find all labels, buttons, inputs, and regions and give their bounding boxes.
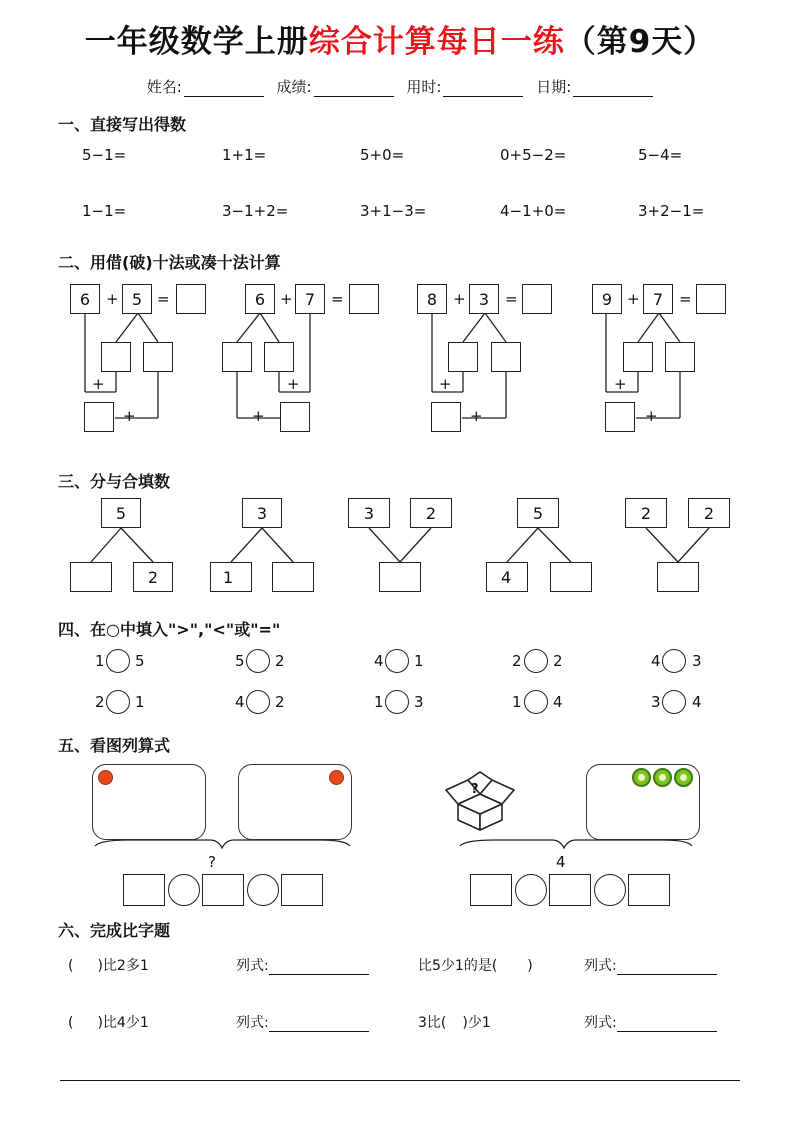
problem[interactable]: 1−1= [82, 202, 127, 220]
kiwi-icon [653, 768, 672, 787]
plus-sign: + [92, 375, 105, 393]
addend-box: 7 [643, 284, 673, 314]
plus-sign: + [627, 290, 640, 308]
compare-left: 3 [651, 693, 661, 711]
compare-left: 5 [235, 652, 245, 670]
compare-circle[interactable] [662, 649, 686, 673]
problem[interactable]: 5+0= [360, 146, 405, 164]
part-box: 1 [210, 562, 252, 592]
total-label: ? [208, 853, 216, 871]
addend-box: 3 [469, 284, 499, 314]
part-box[interactable] [70, 562, 112, 592]
problem[interactable]: 4−1+0= [500, 202, 567, 220]
title-part-1: 一年级数学上册 [84, 24, 309, 60]
operator-circle[interactable] [247, 874, 279, 906]
equation-box[interactable] [123, 874, 165, 906]
step-box[interactable] [84, 402, 114, 432]
compare-right: 2 [553, 652, 563, 670]
answer-box[interactable] [176, 284, 206, 314]
word-problem: 比5少1的是( ) [418, 958, 533, 974]
operator-circle[interactable] [594, 874, 626, 906]
addend-box: 6 [70, 284, 100, 314]
equals-sign: = [679, 290, 692, 308]
problem[interactable]: 5−1= [82, 146, 127, 164]
section-6-heading: 六、完成比字题 [58, 921, 171, 940]
plus-sign: + [280, 290, 293, 308]
split-box[interactable] [448, 342, 478, 372]
split-box[interactable] [143, 342, 173, 372]
equation-box[interactable] [549, 874, 591, 906]
box-question-mark: ? [471, 782, 479, 797]
operator-circle[interactable] [168, 874, 200, 906]
score-label: 成绩: [276, 78, 312, 96]
compare-right: 3 [692, 652, 702, 670]
addend-box: 5 [122, 284, 152, 314]
addend-box: 6 [245, 284, 275, 314]
equals-sign: = [331, 290, 344, 308]
answer-box[interactable] [696, 284, 726, 314]
part-box: 2 [688, 498, 730, 528]
problem[interactable]: 1+1= [222, 146, 267, 164]
whole-box: 5 [517, 498, 559, 528]
step-box[interactable] [605, 402, 635, 432]
split-box[interactable] [222, 342, 252, 372]
compare-right: 2 [275, 693, 285, 711]
formula-line[interactable]: 列式: [584, 1012, 717, 1032]
equation-box[interactable] [202, 874, 244, 906]
compare-circle[interactable] [385, 690, 409, 714]
compare-right: 1 [414, 652, 424, 670]
step-box[interactable] [431, 402, 461, 432]
operator-circle[interactable] [515, 874, 547, 906]
section-1-heading: 一、直接写出得数 [58, 115, 187, 134]
part-box[interactable] [272, 562, 314, 592]
word-problem: ( )比4少1 [68, 1015, 149, 1031]
whole-box: 5 [101, 498, 141, 528]
word-problem: 3比( )少1 [418, 1015, 491, 1031]
kiwi-icon [674, 768, 693, 787]
compare-right: 4 [553, 693, 563, 711]
compare-circle[interactable] [246, 649, 270, 673]
word-problem: ( )比2多1 [68, 958, 149, 974]
title-part-2: 综合计算每日一练 [308, 24, 565, 60]
whole-box[interactable] [379, 562, 421, 592]
plus-sign: + [614, 375, 627, 393]
part-box[interactable] [550, 562, 592, 592]
name-label: 姓名: [146, 78, 182, 96]
compare-circle[interactable] [662, 690, 686, 714]
plus-sign: + [439, 375, 452, 393]
split-box[interactable] [665, 342, 695, 372]
compare-right: 1 [135, 693, 145, 711]
section-5-heading: 五、看图列算式 [58, 736, 171, 755]
equation-box[interactable] [281, 874, 323, 906]
compare-circle[interactable] [385, 649, 409, 673]
title-part-3: （第9天） [564, 24, 716, 60]
whole-box: 3 [242, 498, 282, 528]
formula-line[interactable]: 列式: [236, 1012, 369, 1032]
compare-circle[interactable] [106, 649, 130, 673]
equals-sign: = [505, 290, 518, 308]
time-label: 用时: [406, 78, 442, 96]
compare-left: 4 [651, 652, 661, 670]
split-box[interactable] [491, 342, 521, 372]
section-4-heading: 四、在○中填入">","<"或"=" [58, 620, 281, 639]
answer-box[interactable] [349, 284, 379, 314]
whole-box[interactable] [657, 562, 699, 592]
compare-left: 4 [235, 693, 245, 711]
part-box: 2 [133, 562, 173, 592]
problem[interactable]: 3−1+2= [222, 202, 289, 220]
compare-right: 4 [692, 693, 702, 711]
section-2-heading: 二、用借(破)十法或凑十法计算 [58, 253, 281, 272]
problem[interactable]: 0+5−2= [500, 146, 567, 164]
addend-box: 9 [592, 284, 622, 314]
answer-box[interactable] [522, 284, 552, 314]
total-label: 4 [556, 853, 566, 871]
date-label: 日期: [536, 78, 572, 96]
compare-circle[interactable] [524, 649, 548, 673]
plus-sign: + [470, 407, 483, 425]
compare-left: 1 [512, 693, 522, 711]
compare-circle[interactable] [106, 690, 130, 714]
compare-circle[interactable] [524, 690, 548, 714]
compare-left: 1 [374, 693, 384, 711]
problem[interactable]: 3+2−1= [638, 202, 705, 220]
part-box: 2 [410, 498, 452, 528]
part-box: 4 [486, 562, 528, 592]
compare-left: 1 [95, 652, 105, 670]
kiwi-icon [632, 768, 651, 787]
split-box[interactable] [101, 342, 131, 372]
addend-box: 7 [295, 284, 325, 314]
compare-left: 2 [512, 652, 522, 670]
plus-sign: + [453, 290, 466, 308]
plus-sign: + [252, 407, 265, 425]
compare-left: 2 [95, 693, 105, 711]
compare-right: 3 [414, 693, 424, 711]
split-box[interactable] [623, 342, 653, 372]
equation-box[interactable] [470, 874, 512, 906]
split-box[interactable] [264, 342, 294, 372]
problem[interactable]: 3+1−3= [360, 202, 427, 220]
plus-sign: + [645, 407, 658, 425]
equation-box[interactable] [628, 874, 670, 906]
apple-icon [98, 770, 113, 785]
section-3-heading: 三、分与合填数 [58, 472, 171, 491]
plus-sign: + [106, 290, 119, 308]
formula-line[interactable]: 列式: [584, 955, 717, 975]
plus-sign: + [287, 375, 300, 393]
formula-line[interactable]: 列式: [236, 955, 369, 975]
addend-box: 8 [417, 284, 447, 314]
compare-right: 2 [275, 652, 285, 670]
equals-sign: = [157, 290, 170, 308]
bottom-rule [60, 1080, 740, 1081]
problem[interactable]: 5−4= [638, 146, 683, 164]
step-box[interactable] [280, 402, 310, 432]
part-box: 2 [625, 498, 667, 528]
plus-sign: + [123, 407, 136, 425]
part-box: 3 [348, 498, 390, 528]
compare-circle[interactable] [246, 690, 270, 714]
apple-icon [329, 770, 344, 785]
compare-right: 5 [135, 652, 145, 670]
compare-left: 4 [374, 652, 384, 670]
